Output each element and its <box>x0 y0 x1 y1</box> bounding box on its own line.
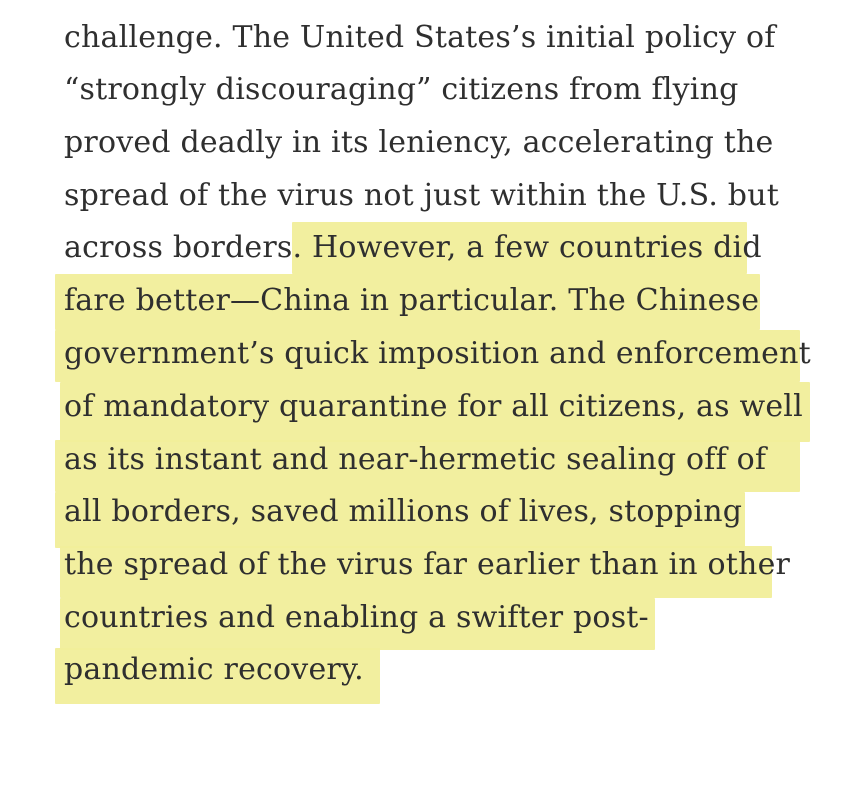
paragraph-line-13: pandemic recovery. <box>64 652 364 687</box>
paragraph-line-6: fare better—China in particular. The Chinese <box>64 283 760 318</box>
paragraph-line-9: as its instant and near-hermetic sealing off of <box>64 442 767 477</box>
paragraph-line-7: government’s quick imposition and enforcement <box>64 336 811 371</box>
paragraph-line-10: all borders, saved millions of lives, stopping <box>64 494 743 529</box>
paragraph-line-5: across borders. However, a few countries did <box>64 230 762 265</box>
paragraph-line-1: challenge. The United States’s initial policy of <box>64 20 776 55</box>
paragraph-line-2: “strongly discouraging” citizens from flying <box>64 72 739 107</box>
paragraph-line-8: of mandatory quarantine for all citizens, as well <box>64 389 803 424</box>
paragraph-line-12: countries and enabling a swifter post- <box>64 600 649 635</box>
paragraph-line-3: proved deadly in its leniency, accelerating the <box>64 125 774 160</box>
paragraph-line-11: the spread of the virus far earlier than in other <box>64 547 791 582</box>
paragraph-line-4: spread of the virus not just within the U.S. but <box>64 178 779 213</box>
